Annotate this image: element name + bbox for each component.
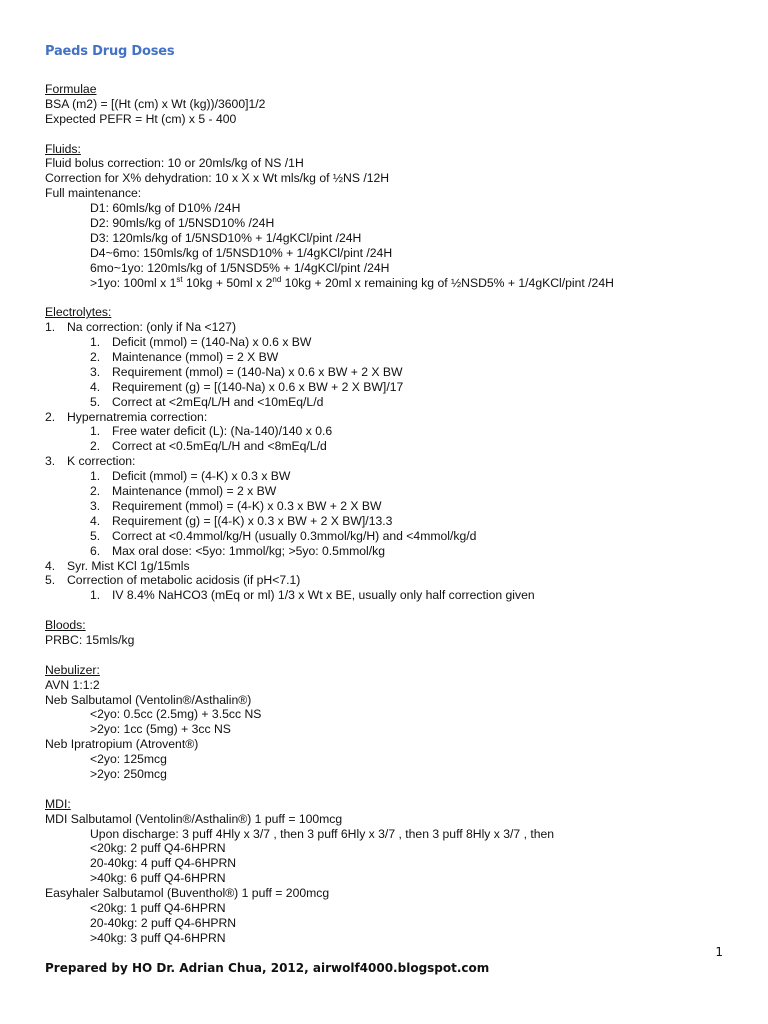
fluids-line: Full maintenance: <box>45 186 142 201</box>
list-label: Correction of metabolic acidosis (if pH<7.1) <box>67 573 301 588</box>
dose-line: >40kg: 3 puff Q4-6HPRN <box>90 930 226 945</box>
sub-list-number: 5. <box>90 394 101 409</box>
mdi-heading: MDI: <box>45 796 71 811</box>
formula-line: Expected PEFR = Ht (cm) x 5 - 400 <box>45 111 237 126</box>
over1-part-c: 10kg + 20ml x remaining kg of ½NSD5% + 1/4gKCl/pint /24H <box>281 275 614 290</box>
dose-line: 20-40kg: 2 puff Q4-6HPRN <box>90 915 237 930</box>
bloods-line: PRBC: 15mls/kg <box>45 632 135 647</box>
sub-list-number: 1. <box>90 335 101 350</box>
list-label: Hypernatremia correction: <box>67 409 208 424</box>
list-number: 4. <box>45 558 56 573</box>
sub-list-text: Deficit (mmol) = (140-Na) x 0.6 x BW <box>112 335 312 350</box>
nebulizer-section <box>45 663 735 782</box>
sub-list-item <box>45 424 735 439</box>
sub-list-number: 4. <box>90 513 101 528</box>
footer-text: Prepared by HO Dr. Adrian Chua, 2012, airwolf4000.blogspot.com <box>45 961 490 975</box>
dose-line: Upon discharge: 3 puff 4Hly x 3/7 , then 3 puff 6Hly x 3/7 , then 3 puff 8Hly x 3/7 , then <box>90 826 555 841</box>
list-number: 3. <box>45 454 56 469</box>
bloods-section <box>45 618 735 648</box>
over1-part-b: 10kg + 50ml x 2 <box>182 275 273 290</box>
nebulizer-heading: Nebulizer: <box>45 662 100 677</box>
nebulizer-line: AVN 1:1:2 <box>45 677 100 692</box>
electrolytes-section <box>45 305 735 603</box>
list-number: 1. <box>45 320 56 335</box>
dose-line: 20-40kg: 4 puff Q4-6HPRN <box>90 856 237 871</box>
nebulizer-drug: Neb Salbutamol (Ventolin®/Asthalin®) <box>45 692 252 707</box>
sub-list-item <box>45 395 735 410</box>
dose-line: >2yo: 1cc (5mg) + 3cc NS <box>90 722 231 737</box>
sub-list-number: 1. <box>90 469 101 484</box>
maintenance-line: D4~6mo: 150mls/kg of 1/5NSD10% + 1/4gKCl/pint /24H <box>90 245 393 260</box>
formulae-heading: Formulae <box>45 82 97 96</box>
fluids-line: Fluid bolus correction: 10 or 20mls/kg of NS /1H <box>45 156 304 171</box>
fluids-heading: Fluids: <box>45 141 81 156</box>
over1-part-a: >1yo: 100ml x 1 <box>90 275 177 290</box>
list-item <box>45 320 735 335</box>
fluids-section <box>45 142 735 291</box>
page-number: 1 <box>715 945 723 959</box>
maintenance-line: 6mo~1yo: 120mls/kg of 1/5NSD5% + 1/4gKCl/pint /24H <box>90 260 390 275</box>
sub-list-number: 3. <box>90 364 101 379</box>
maintenance-line: D1: 60mls/kg of D10% /24H <box>90 201 241 216</box>
sub-list-number: 3. <box>90 498 101 513</box>
list-item <box>45 410 735 425</box>
page-title: Paeds Drug Doses <box>45 44 175 59</box>
list-item <box>45 454 735 469</box>
sub-list-number: 2. <box>90 484 101 499</box>
nebulizer-drug: Neb Ipratropium (Atrovent®) <box>45 737 199 752</box>
sub-list-text: IV 8.4% NaHCO3 (mEq or ml) 1/3 x Wt x BE, usually only half correction given <box>112 588 535 603</box>
sub-list-number: 1. <box>90 588 101 603</box>
sub-list-text: Correct at <2mEq/L/H and <10mEq/L/d <box>112 394 324 409</box>
sub-list-text: Free water deficit (L): (Na-140)/140 x 0.6 <box>112 424 333 439</box>
dose-line: <20kg: 2 puff Q4-6HPRN <box>90 841 226 856</box>
mdi-section <box>45 797 735 946</box>
sub-list-number: 2. <box>90 350 101 365</box>
sub-list-text: Max oral dose: <5yo: 1mmol/kg; >5yo: 0.5mmol/kg <box>112 543 385 558</box>
formula-line: BSA (m2) = [(Ht (cm) x Wt (kg))/3600]1/2 <box>45 96 266 111</box>
sub-list-item <box>45 544 735 559</box>
sub-list-item <box>45 499 735 514</box>
list-label: Na correction: (only if Na <127) <box>67 320 237 335</box>
mdi-drug: MDI Salbutamol (Ventolin®/Asthalin®) 1 puff = 100mcg <box>45 811 343 826</box>
dose-line: <2yo: 125mcg <box>90 752 167 767</box>
sub-list-text: Requirement (g) = [(4-K) x 0.3 x BW + 2 X BW]/13.3 <box>112 513 393 528</box>
sub-list-item <box>45 514 735 529</box>
over1-sup-nd: nd <box>272 274 282 284</box>
dose-line: >40kg: 6 puff Q4-6HPRN <box>90 871 226 886</box>
sub-list-text: Maintenance (mmol) = 2 X BW <box>112 350 279 365</box>
sub-list-number: 1. <box>90 424 101 439</box>
list-label: K correction: <box>67 454 136 469</box>
sub-list-number: 2. <box>90 439 101 454</box>
fluids-line: Correction for X% dehydration: 10 x X x Wt mls/kg of ½NS /12H <box>45 171 390 186</box>
list-label: Syr. Mist KCl 1g/15mls <box>67 558 190 573</box>
list-number: 2. <box>45 409 56 424</box>
list-item <box>45 573 735 588</box>
sub-list-text: Correct at <0.4mmol/kg/H (usually 0.3mmol/kg/H) and <4mmol/kg/d <box>112 528 477 543</box>
sub-list-item <box>45 365 735 380</box>
dose-line: <2yo: 0.5cc (2.5mg) + 3.5cc NS <box>90 707 262 722</box>
maintenance-line: D3: 120mls/kg of 1/5NSD10% + 1/4gKCl/pint /24H <box>90 230 362 245</box>
sub-list-number: 6. <box>90 543 101 558</box>
sub-list-item <box>45 588 735 603</box>
sub-list-item <box>45 469 735 484</box>
sub-list-text: Requirement (g) = [(140-Na) x 0.6 x BW + 2 X BW]/17 <box>112 379 404 394</box>
list-item <box>45 559 735 574</box>
mdi-drug: Easyhaler Salbutamol (Buventhol®) 1 puff = 200mcg <box>45 886 330 901</box>
sub-list-item <box>45 335 735 350</box>
over1-sup-st: st <box>176 274 183 284</box>
maintenance-line: D2: 90mls/kg of 1/5NSD10% /24H <box>90 216 275 231</box>
electrolytes-heading: Electrolytes: <box>45 305 112 320</box>
bloods-heading: Bloods: <box>45 618 86 633</box>
maintenance-line-over-1yo <box>45 276 735 291</box>
formulae-section <box>45 82 735 127</box>
sub-list-text: Requirement (mmol) = (140-Na) x 0.6 x BW + 2 X BW <box>112 364 403 379</box>
sub-list-item <box>45 350 735 365</box>
sub-list-number: 4. <box>90 379 101 394</box>
sub-list-text: Requirement (mmol) = (4-K) x 0.3 x BW + 2 X BW <box>112 498 382 513</box>
sub-list-text: Correct at <0.5mEq/L/H and <8mEq/L/d <box>112 439 327 454</box>
list-number: 5. <box>45 573 56 588</box>
sub-list-item <box>45 529 735 544</box>
sub-list-text: Maintenance (mmol) = 2 x BW <box>112 484 277 499</box>
dose-line: >2yo: 250mcg <box>90 766 167 781</box>
sub-list-item <box>45 380 735 395</box>
sub-list-item <box>45 484 735 499</box>
sub-list-item <box>45 439 735 454</box>
document-page <box>45 44 735 961</box>
sub-list-number: 5. <box>90 528 101 543</box>
dose-line: <20kg: 1 puff Q4-6HPRN <box>90 900 226 915</box>
sub-list-text: Deficit (mmol) = (4-K) x 0.3 x BW <box>112 469 291 484</box>
